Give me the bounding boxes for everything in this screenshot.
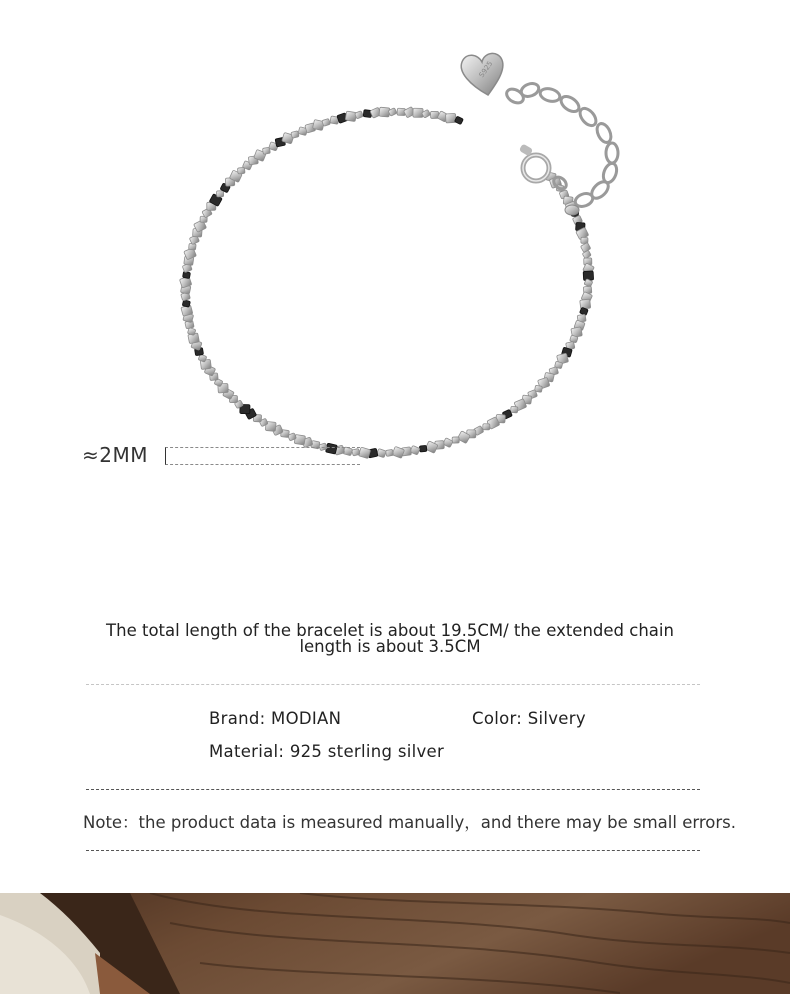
bead-size-indicator bbox=[165, 447, 360, 465]
divider-middle bbox=[86, 789, 700, 790]
bracelet-bead bbox=[237, 167, 245, 174]
bracelet-bead bbox=[216, 191, 223, 197]
length-line-1: The total length of the bracelet is about 19.5CM/ the extended chain bbox=[106, 621, 674, 640]
material-spec: Material: 925 sterling silver bbox=[209, 742, 445, 761]
bracelet-bead bbox=[510, 406, 518, 413]
bracelet-bead-ring bbox=[179, 107, 594, 459]
bracelet-bead bbox=[452, 437, 459, 443]
divider-top bbox=[86, 684, 700, 685]
brand-spec: Brand: MODIAN bbox=[209, 709, 342, 728]
bracelet-bead bbox=[419, 445, 427, 452]
bracelet-bead bbox=[376, 449, 386, 458]
bracelet-bead bbox=[413, 108, 423, 117]
bracelet-bead bbox=[379, 107, 390, 117]
heart-charm-icon bbox=[461, 53, 503, 95]
bracelet-bead bbox=[446, 113, 456, 123]
bracelet-bead bbox=[345, 111, 356, 121]
measurement-note: Note：the product data is measured manually，and there may be small errors. bbox=[83, 813, 736, 832]
length-description bbox=[95, 623, 685, 655]
bracelet-bead bbox=[291, 131, 299, 139]
wooden-table-photo bbox=[0, 893, 790, 994]
bracelet-bead bbox=[583, 271, 593, 281]
divider-bottom bbox=[86, 850, 700, 851]
color-spec: Color: Silvery bbox=[472, 709, 586, 728]
bracelet-bead bbox=[183, 271, 191, 278]
bracelet-bead bbox=[580, 242, 590, 252]
bracelet-bead bbox=[358, 447, 370, 459]
bracelet-bead bbox=[322, 118, 331, 126]
bead-size-label: ≈2MM bbox=[82, 443, 148, 467]
length-line-2: length is about 3.5CM bbox=[299, 637, 481, 656]
bracelet-bead bbox=[386, 449, 394, 456]
bracelet-bead bbox=[483, 424, 490, 430]
svg-text:S925: S925 bbox=[477, 59, 495, 79]
